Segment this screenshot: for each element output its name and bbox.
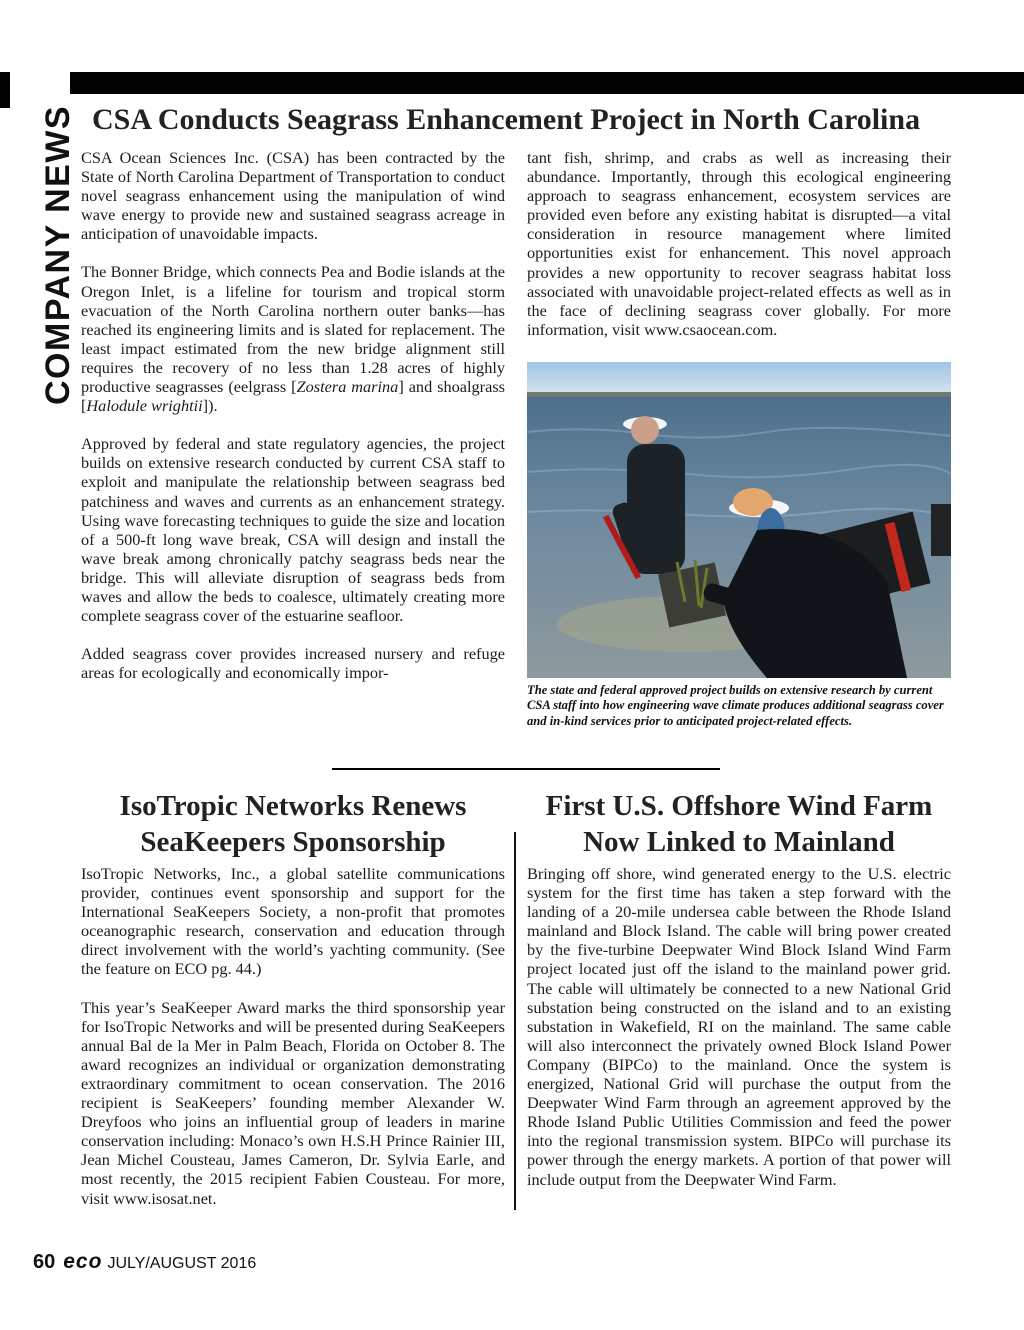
article-paragraph: IsoTropic Networks, Inc., a global satellite communications provider, continues event sponsorship and support for the International SeaKeepers Society, a non-profit that promotes oceanographic research, conservation and education through direct involvement with the world’s yachting community. (See the feature on ECO pg. 44.) <box>81 864 505 979</box>
article-photo <box>527 362 951 678</box>
page-footer <box>33 1250 256 1274</box>
section-label: COMPANY NEWS <box>39 104 77 405</box>
headline-line: First U.S. Offshore Wind Farm <box>545 790 933 822</box>
article-paragraph <box>81 262 505 415</box>
article-csa-column-2 <box>527 148 951 339</box>
magazine-logo: eco <box>63 1250 103 1273</box>
paragraph-text: The Bonner Bridge, which connects Pea and Bodie islands at the Oregon Inlet, is a lifeline for tourism and tropical storm evacuation of the North Carolina northern outer banks—has reached its engineering limits and is slated for replacement. The least impact estimated from the new bridge alignment still requires the recovery of no less than 1.28 acres of highly productive seagrasses (eelgrass [ <box>81 262 505 397</box>
article-paragraph: CSA Ocean Sciences Inc. (CSA) has been contracted by the State of North Carolina Department of Transportation to conduct novel seagrass enhancement using the manipulation of wind wave energy to provide new and sustained seagrass acreage in anticipation of unavoidable impacts. <box>81 148 505 244</box>
photo-caption: The state and federal approved project builds on extensive research by current CSA staff into how engineering wave climate produces additional seagrass cover and in-kind services prior to anticipated project-related effects. <box>527 683 944 728</box>
article-paragraph: Approved by federal and state regulatory agencies, the project builds on extensive research conducted by current CSA staff to exploit and manipulate the relationship between seagrass bed patchiness and waves and currents as an enhancement strategy. Using wave forecasting techniques to guide the size and location of a 500-ft long wave break, CSA will design and install the wave break among chronically patchy seagrass beds near the bridge. This will alleviate disruption of seagrass beds from waves and allow the beds to coalesce, ultimately creating more complete seagrass cover of the estuarine seafloor. <box>81 434 505 626</box>
species-end: ]). <box>202 396 218 416</box>
article-wind-farm-body <box>527 864 951 1189</box>
species-eelgrass: Zostera marina <box>296 377 399 397</box>
article-headline-isotropic <box>81 788 505 860</box>
article-paragraph: Added seagrass cover provides increased nursery and refuge areas for ecologically and economically impor- <box>81 644 505 683</box>
page-number: 60 <box>33 1251 56 1273</box>
article-paragraph: tant fish, shrimp, and crabs as well as increasing their abundance. Importantly, through this ecological engineering approach to seagrass enhancement, ecosystem services are provided even before any existing habitat is disrupted—a vital consideration in resource management where limited opportunities exist for enhancement. This novel approach provides a new opportunity to recover seagrass habitat loss associated with unavoidable project-related effects as well as in the face of declining seagrass cover globally. For more information, visit www.csaocean.com. <box>527 148 951 339</box>
headline-line: IsoTropic Networks Renews <box>119 790 467 822</box>
species-shoalgrass: Halodule wrightii <box>86 396 203 416</box>
headline-line: Now Linked to Mainland <box>583 826 895 858</box>
column-divider <box>514 832 516 1210</box>
section-marker-block <box>0 72 10 108</box>
article-isotropic-body <box>81 864 505 1208</box>
section-divider <box>332 768 720 770</box>
article-headline-csa: CSA Conducts Seagrass Enhancement Project in North Carolina <box>92 103 921 136</box>
article-paragraph: Bringing off shore, wind generated energy to the U.S. electric system for the first time has taken a step forward with the landing of a 20-mile undersea cable between the Rhode Island mainland and Block Island. The cable will bring power created by the five-turbine Deepwater Wind Block Island Wind Farm project located just off the island to the mainland power grid. The cable will ultimately be connected to a new National Grid substation being constructed on the island and to an existing substation in Wakefield, RI on the mainland. The same cable will also interconnect the privately owned Block Island Power Company (BIPCo) to the mainland. Once the system is energized, National Grid will purchase the output from the Deepwater Wind Farm through an agreement approved by the Rhode Island Public Utilities Commission and feed the power into the regional transmission system. BIPCo will purchase its power through the energy markets. A portion of that power will include output from the Deepwater Wind Farm. <box>527 864 951 1189</box>
header-rule-bar <box>70 72 1024 94</box>
species-connector: ] and shoalgrass [ <box>81 377 505 416</box>
article-headline-wind-farm <box>527 788 951 860</box>
article-paragraph: This year’s SeaKeeper Award marks the third sponsorship year for IsoTropic Networks and will be presented during SeaKeepers annual Bal de la Mer in Palm Beach, Florida on October 8. The award recognizes an individual or organization demonstrating extraordinary commitment to ocean conservation. The 2016 recipient is SeaKeepers’ founding member Alexander W. Dreyfoos who joins an influential group of leaders in marine conservation including: Monaco’s own H.S.H Prince Rainier III, Jean Michel Cousteau, James Cameron, Dr. Sylvia Earle, and most recently, the 2015 recipient Fabien Cousteau. For more, visit www.isosat.net. <box>81 997 505 1208</box>
issue-date: JULY/AUGUST 2016 <box>107 1255 257 1272</box>
article-csa-column-1 <box>81 148 505 682</box>
headline-line: SeaKeepers Sponsorship <box>140 826 446 858</box>
